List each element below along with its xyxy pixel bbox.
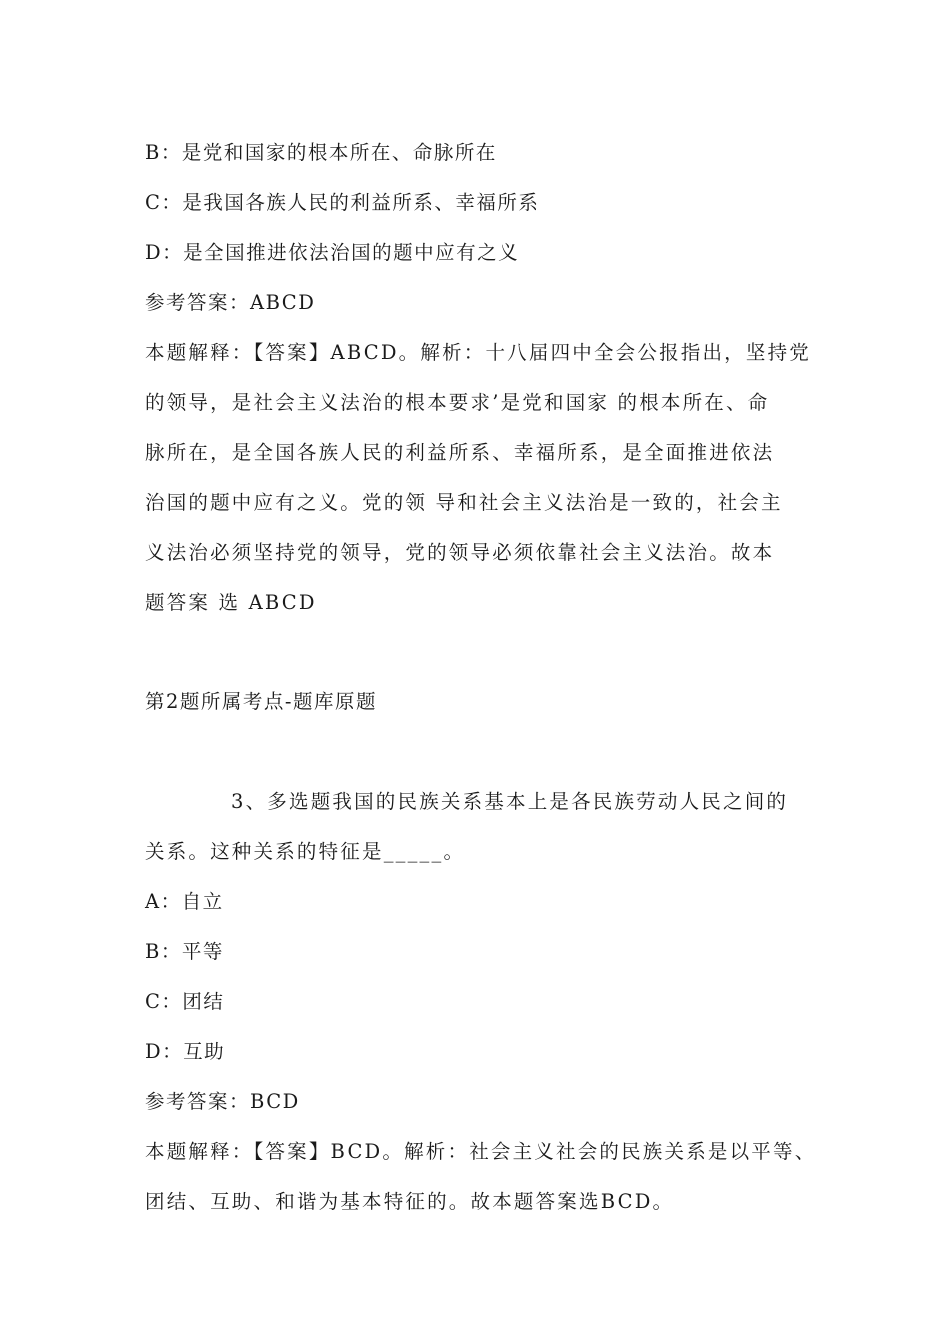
q2-option-d: D：是全国推进依法治国的题中应有之义 xyxy=(145,241,520,264)
q2-explanation-line: 的领导，是社会主义法治的根本要求’是党和国家 的根本所在、命 xyxy=(145,391,770,414)
document-page xyxy=(145,128,817,1227)
q2-explanation-line: 脉所在，是全国各族人民的利益所系、幸福所系，是全面推进依法 xyxy=(145,441,775,464)
q3-option-d: D：互助 xyxy=(145,1040,226,1063)
q3-reference-answer: 参考答案：BCD xyxy=(145,1090,300,1113)
q3-option-b: B：平等 xyxy=(145,940,224,963)
q2-explanation xyxy=(145,328,810,628)
q3-stem xyxy=(145,777,810,877)
q2-explanation-line: 题答案 选 ABCD xyxy=(145,591,317,614)
q3-explanation xyxy=(145,1127,817,1227)
question-2-block xyxy=(145,128,810,727)
q2-explanation-line: 本题解释：【答案】ABCD。解析：十八届四中全会公报指出，坚持党 xyxy=(145,341,811,364)
spacer xyxy=(145,727,810,777)
q3-stem-line: 关系。这种关系的特征是_____。 xyxy=(145,840,466,863)
question-3-block xyxy=(145,777,817,1227)
q2-explanation-line: 义法治必须坚持党的领导，党的领导必须依靠社会主义法治。故本 xyxy=(145,541,775,564)
q3-explanation-line: 本题解释：【答案】BCD。解析：社会主义社会的民族关系是以平等、 xyxy=(145,1140,817,1163)
q2-option-c: C：是我国各族人民的利益所系、幸福所系 xyxy=(145,191,540,214)
spacer xyxy=(145,628,810,677)
q2-explanation-line: 治国的题中应有之义。党的领 导和社会主义法治是一致的，社会主 xyxy=(145,491,783,514)
q3-explanation-line: 团结、互助、和谐为基本特征的。故本题答案选BCD。 xyxy=(145,1190,675,1213)
q3-option-c: C：团结 xyxy=(145,990,225,1013)
q2-knowledge-point: 第2题所属考点-题库原题 xyxy=(145,690,377,713)
q3-option-a: A：自立 xyxy=(145,890,224,913)
q3-stem-line: 3、多选题我国的民族关系基本上是各民族劳动人民之间的 xyxy=(231,790,789,813)
q2-reference-answer: 参考答案：ABCD xyxy=(145,291,316,314)
q2-option-b: B：是党和国家的根本所在、命脉所在 xyxy=(145,141,497,164)
